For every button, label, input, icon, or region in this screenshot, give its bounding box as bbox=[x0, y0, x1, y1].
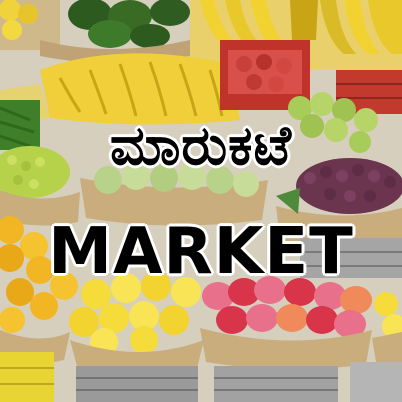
english-title: MARKET bbox=[48, 215, 354, 289]
kannada-title: ಮಾರುಕಟೆ bbox=[110, 114, 292, 177]
